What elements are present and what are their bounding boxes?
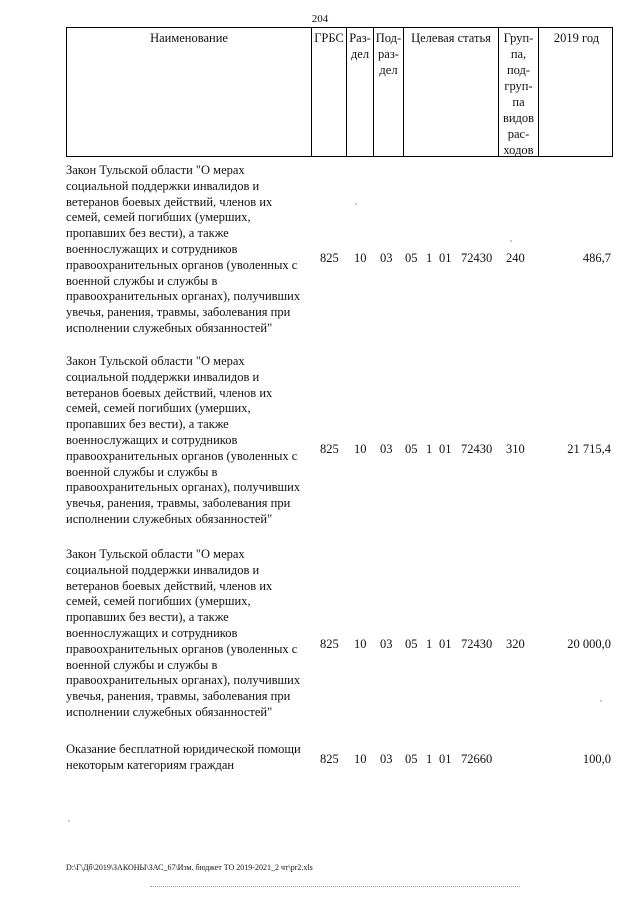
row-name — [66, 163, 311, 337]
row-name-line: военной службы и службы в — [66, 464, 218, 479]
row-cs-type: 1 — [426, 637, 433, 651]
header-podrazdel — [374, 28, 404, 156]
scan-artifact-line — [150, 886, 520, 887]
row-grbs: 825 — [320, 752, 339, 766]
scan-speck — [600, 700, 602, 702]
row-podrazdel: 03 — [380, 637, 393, 651]
header-gruppa-line: груп- — [504, 79, 533, 93]
header-gruppa-line: под- — [506, 63, 531, 77]
table-row — [66, 354, 613, 534]
row-cs-direction: 72660 — [461, 752, 493, 766]
row-grbs: 825 — [320, 637, 339, 651]
row-name-line: увечья, ранения, травмы, заболевания при — [66, 496, 291, 511]
row-razdel: 10 — [354, 251, 367, 265]
row-podrazdel: 03 — [380, 752, 393, 766]
row-name-line: увечья, ранения, травмы, заболевания при — [66, 305, 291, 320]
row-name-line: военнослужащих и сотрудников — [66, 432, 238, 447]
row-name-line: Оказание бесплатной юридической помощи — [66, 742, 301, 756]
header-podrazdel-line: раз- — [378, 47, 399, 61]
row-name-line: ветеранов боевых действий, членов их — [66, 385, 273, 400]
row-name-line: военнослужащих и сотрудников — [66, 625, 238, 640]
page-number: 204 — [311, 13, 329, 25]
header-gruppa-line: видов — [502, 111, 535, 125]
header-razdel-line: дел — [350, 47, 370, 61]
header-year: 2019 год — [553, 31, 600, 45]
row-name-line: исполнении служебных обязанностей" — [66, 511, 273, 526]
row-name-line: Закон Тульской области "О мерах — [66, 547, 245, 561]
header-celevaya: Целевая статья — [404, 28, 499, 156]
row-name-line: Закон Тульской области "О мерах — [66, 354, 245, 368]
row-cs-direction: 72430 — [461, 637, 493, 651]
header-razdel — [347, 28, 374, 156]
table-row — [66, 547, 613, 727]
row-name-line: правоохранительных органах), получивших — [66, 480, 301, 495]
row-name-line: пропавших без вести), а также — [66, 417, 229, 432]
row-vid: 320 — [506, 637, 525, 651]
row-cs-type: 1 — [426, 752, 433, 766]
row-name-line: увечья, ранения, травмы, заболевания при — [66, 689, 291, 704]
row-name-line: правоохранительных органов (уволенных с — [66, 257, 298, 272]
row-name-line: правоохранительных органах), получивших — [66, 673, 301, 688]
row-grbs: 825 — [320, 442, 339, 456]
row-cs-main: 01 — [439, 251, 452, 265]
row-name-line: пропавших без вести), а также — [66, 610, 229, 625]
row-name-line: исполнении служебных обязанностей" — [66, 320, 273, 335]
row-name — [66, 742, 311, 774]
row-name-line: семей, семей погибших (умерших, — [66, 401, 251, 416]
scan-speck — [355, 203, 357, 205]
row-cs-direction: 72430 — [461, 442, 493, 456]
row-cs-program: 05 — [405, 251, 418, 265]
table-row — [66, 163, 613, 343]
file-path-footer: D:\Г\Дб\2019\ЗАКОНЫ\ЗАС_67\Изм. бюджет ТО 2019-2021_2 чт\pr2.xls — [66, 863, 313, 872]
row-name — [66, 354, 311, 528]
row-name-line: пропавших без вести), а также — [66, 226, 229, 241]
row-podrazdel: 03 — [380, 251, 393, 265]
row-cs-program: 05 — [405, 637, 418, 651]
header-gruppa — [499, 28, 539, 156]
row-cs-main: 01 — [439, 637, 452, 651]
header-gruppa-line: Груп- — [503, 31, 534, 45]
row-name-line: семей, семей погибших (умерших, — [66, 594, 251, 609]
scan-speck — [510, 240, 512, 242]
row-name-line: социальной поддержки инвалидов и — [66, 562, 260, 577]
row-vid: 240 — [506, 251, 525, 265]
header-grbs: ГРБС — [312, 28, 347, 156]
row-name-line: военнослужащих и сотрудников — [66, 241, 238, 256]
table-row — [66, 742, 613, 782]
row-sum: 100,0 — [582, 752, 611, 766]
row-sum: 21 715,4 — [567, 442, 611, 456]
row-name-line: военной службы и службы в — [66, 273, 218, 288]
scan-speck — [68, 820, 70, 822]
row-cs-program: 05 — [405, 752, 418, 766]
row-razdel: 10 — [354, 752, 367, 766]
header-podrazdel-line: дел — [379, 63, 398, 77]
header-gruppa-line: па, — [510, 47, 527, 61]
row-name-line: семей, семей погибших (умерших, — [66, 210, 251, 225]
row-name-line: Закон Тульской области "О мерах — [66, 163, 245, 177]
row-name-line: военной службы и службы в — [66, 657, 218, 672]
row-cs-program: 05 — [405, 442, 418, 456]
row-sum: 486,7 — [582, 251, 611, 265]
row-razdel: 10 — [354, 442, 367, 456]
row-name-line: социальной поддержки инвалидов и — [66, 369, 260, 384]
row-razdel: 10 — [354, 637, 367, 651]
header-podrazdel-line: Под- — [375, 31, 402, 45]
row-name-line: ветеранов боевых действий, членов их — [66, 194, 273, 209]
header-gruppa-line: па — [512, 95, 525, 109]
header-razdel-line: Раз- — [349, 31, 371, 45]
row-cs-direction: 72430 — [461, 251, 493, 265]
row-name-line: правоохранительных органов (уволенных с — [66, 641, 298, 656]
row-name-line: ветеранов боевых действий, членов их — [66, 578, 273, 593]
table-header — [66, 27, 613, 157]
row-cs-type: 1 — [426, 442, 433, 456]
row-name-line: некоторым категориям граждан — [66, 757, 235, 772]
row-cs-type: 1 — [426, 251, 433, 265]
header-gruppa-line: рас- — [507, 127, 530, 141]
row-name — [66, 547, 311, 721]
row-vid: 310 — [506, 442, 525, 456]
row-grbs: 825 — [320, 251, 339, 265]
row-name-line: социальной поддержки инвалидов и — [66, 178, 260, 193]
header-gruppa-line: ходов — [503, 143, 534, 157]
row-name-line: правоохранительных органов (уволенных с — [66, 448, 298, 463]
row-name-line: исполнении служебных обязанностей" — [66, 704, 273, 719]
row-cs-main: 01 — [439, 442, 452, 456]
row-podrazdel: 03 — [380, 442, 393, 456]
row-sum: 20 000,0 — [567, 637, 611, 651]
row-cs-main: 01 — [439, 752, 452, 766]
header-name: Наименование — [67, 28, 312, 156]
row-name-line: правоохранительных органах), получивших — [66, 289, 301, 304]
